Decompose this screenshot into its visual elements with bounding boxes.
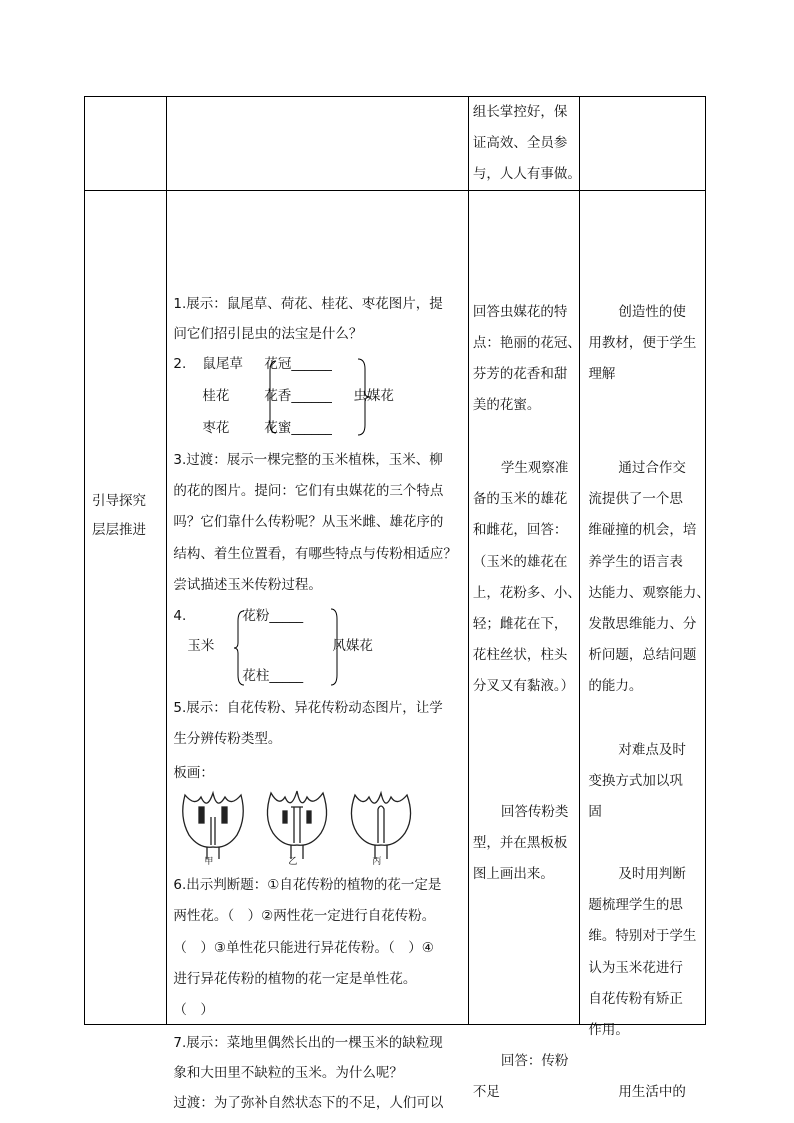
text-line: 达能力、观察能力、: [588, 585, 710, 601]
text-line: 用生活中的: [618, 1084, 686, 1100]
text-line: 维碰撞的机会，培: [588, 522, 697, 538]
text-line: 两性花。（ ）②两性花一定进行自花传粉。: [173, 908, 436, 924]
teacher-cell-top: [167, 97, 468, 191]
student-cell-top: [468, 97, 580, 191]
brace-icon: [233, 607, 343, 689]
text-line: 自花传粉有矫正: [588, 991, 683, 1007]
text-line: 证高效、全员参: [472, 135, 568, 151]
table-row: [85, 97, 706, 191]
text-line: （ ）: [173, 1002, 214, 1018]
text-line: 理解: [588, 366, 616, 382]
text-line: 创造性的使: [618, 304, 686, 320]
text-line: 固: [588, 804, 602, 820]
flower-name: 桂花: [202, 388, 230, 404]
text-line: 分叉又有黏液。）: [472, 678, 575, 694]
stage-line: 层层推进: [92, 522, 146, 538]
feature-blank: 花香______: [264, 388, 332, 404]
result-label: 风媒花: [332, 638, 373, 654]
text-line: 问它们招引昆虫的法宝是什么？: [173, 326, 363, 342]
diagram-number: 4.: [173, 608, 187, 624]
text-line: 不足: [472, 1084, 500, 1100]
text-line: 作用。: [588, 1022, 629, 1038]
flower-yi: [268, 791, 327, 859]
text-line: 3.过渡：展示一棵完整的玉米植株，玉米、柳: [173, 452, 443, 468]
stage-line: 引导探究: [92, 493, 146, 509]
text-line: 尝试描述玉米传粉过程。: [173, 577, 322, 593]
text-line: 回答传粉类: [500, 804, 569, 820]
feature-blank: 花粉_____: [242, 608, 304, 624]
text-line: 学生观察准: [500, 460, 569, 476]
flower-jia: [183, 793, 244, 859]
text-line: 图上画出来。: [472, 866, 554, 882]
result-label: 虫媒花: [353, 388, 394, 404]
feature-blank: 花冠______: [264, 356, 332, 372]
text-line: 养学生的语言表: [588, 554, 683, 570]
teacher-cell: [167, 191, 468, 1111]
text-line: 维。特别对于学生: [588, 928, 697, 944]
text-line: 美的花蜜。: [472, 397, 541, 413]
text-line: 析问题，总结问题: [588, 647, 697, 663]
flower-name: 枣花: [202, 420, 230, 436]
text-line: 6.出示判断题：①自花传粉的植物的花一定是: [173, 877, 442, 893]
text-line: 及时用判断: [618, 866, 686, 882]
intent-cell-top: [580, 97, 706, 191]
text-line: 题梳理学生的思: [588, 897, 683, 913]
text-line: 的能力。: [588, 678, 643, 694]
text-line: 通过合作交: [618, 460, 686, 476]
text-line: 板画：: [173, 765, 214, 781]
flower-name: 鼠尾草: [202, 356, 243, 372]
text-line: 1.展示：鼠尾草、荷花、桂花、枣花图片，提: [173, 296, 443, 312]
text-line: （玉米的雄花在: [472, 554, 568, 570]
text-line: 上，花粉多、小、: [472, 585, 581, 601]
text-line: 对难点及时: [618, 742, 686, 758]
text-line: 的花的图片。提问：它们有虫媒花的三个特点: [173, 483, 444, 499]
text-line: 流提供了一个思: [588, 491, 683, 507]
text-line: 备的玉米的雄花: [472, 491, 568, 507]
text-line: 结构、着生位置看，有哪些特点与传粉相适应？: [173, 546, 457, 562]
flower-pollination-figure: [175, 787, 443, 867]
text-line: （ ）③单性花只能进行异花传粉。（ ）④: [173, 940, 434, 956]
text-line: 回答虫媒花的特: [472, 304, 568, 320]
text-line: 花柱丝状，柱头: [472, 647, 568, 663]
text-line: 过渡：为了弥补自然状态下的不足，人们可以: [173, 1095, 444, 1111]
text-line: 组长掌控好，保: [472, 104, 568, 120]
text-line: 芬芳的花香和甜: [472, 366, 568, 382]
figure-label: 乙: [288, 857, 298, 867]
lesson-plan-table: [84, 96, 710, 1111]
text-line: 认为玉米花进行: [588, 960, 683, 976]
flower-bing: [352, 793, 411, 859]
stage-cell-top: [85, 97, 167, 191]
feature-blank: 花蜜______: [264, 420, 332, 436]
text-line: 5.展示：自花传粉、异花传粉动态图片，让学: [173, 700, 443, 716]
figure-label: 丙: [372, 857, 382, 867]
text-line: 回答：传粉: [500, 1053, 569, 1069]
text-line: 用教材，便于学生: [588, 335, 697, 351]
text-line: 与，人人有事做。: [472, 166, 581, 182]
stage-cell: [85, 191, 167, 1025]
figure-label: 甲: [204, 857, 214, 867]
diagram-number: 2.: [173, 356, 187, 372]
text-line: 发散思维能力、分: [588, 616, 697, 632]
text-line: 和雌花，回答：: [472, 522, 568, 538]
text-line: 象和大田里不缺粒的玉米。为什么呢？: [173, 1065, 403, 1081]
text-line: 型，并在黑板板: [472, 835, 568, 851]
text-line: 生分辨传粉类型。: [173, 731, 282, 747]
text-line: 进行异花传粉的植物的花一定是单性花。: [173, 971, 417, 987]
table-row: [85, 191, 706, 1025]
feature-blank: 花柱_____: [242, 668, 304, 684]
text-line: 轻；雌花在下，: [472, 616, 568, 632]
student-cell: [468, 191, 581, 1100]
text-line: 7.展示：菜地里偶然长出的一棵玉米的缺粒现: [173, 1035, 443, 1051]
text-line: 变换方式加以巩: [588, 773, 683, 789]
plant-name: 玉米: [187, 638, 215, 654]
text-line: 吗？它们靠什么传粉呢？从玉米雌、雄花序的: [173, 514, 444, 530]
text-line: 点：艳丽的花冠、: [472, 335, 581, 351]
intent-cell: [580, 191, 710, 1100]
